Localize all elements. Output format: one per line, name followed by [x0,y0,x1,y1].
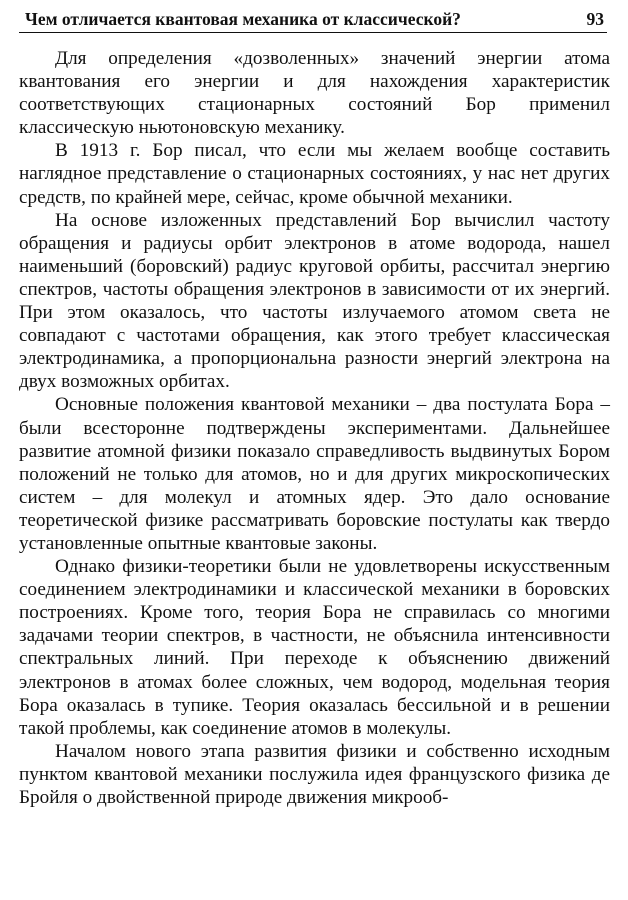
paragraph: Основные положения квантовой механики – два постулата Бора – были всесторонне подтверждены экспериментами. Дальнейшее развитие атомной физики показало справедливость выдвинутых Бором положений не только для атомов, но и для других микроскопических систем – для молекул и атомных ядер. Это дало основание теоретической физике рассматривать боровские постулаты как твердо установленные опытные квантовые законы. [19,394,610,554]
paragraph: Однако физики-теоретики были не удовлетворены искусственным соединением электродинамики и классической механики в боровских построениях. Кроме того, теория Бора не справилась со многими задачами теории спектров, в частности, не объяснила интенсивности спектральных линий. При переходе к объяснению движений электронов в атомах более сложных, чем водород, модельная теория Бора оказалась в тупике. Теория оказалась бессильной и в решении такой проблемы, как соединение атомов в молекулы. [19,556,610,739]
running-title: Чем отличается квантовая механика от классической? [25,9,461,29]
paragraph: На основе изложенных представлений Бор вычислил частоту обращения и радиусы орбит электронов в атоме водорода, нашел наименьший (боровский) радиус круговой орбиты, рассчитал энергию спектров, частоты обращения электронов в зависимости от их энергий. При этом оказалось, что частоты излучаемого атомом света не совпадают с частотами обращения, как этого требует классическая электродинамика, а пропорциональна разности энергий электрона на двух возможных орбитах. [19,209,610,393]
body-text [19,47,610,809]
paragraph: Началом нового этапа развития физики и собственно исходным пунктом квантовой механики послужила идея французского физика де Бройля о двойственной природе движения микрооб- [19,740,610,808]
paragraph: В 1913 г. Бор писал, что если мы желаем вообще составить наглядное представление о стационарных состояниях, у нас нет других средств, по крайней мере, сейчас, кроме обычной механики. [19,140,610,208]
page-number: 93 [586,9,604,29]
running-header [19,6,607,33]
paragraph: Для определения «дозволенных» значений энергии атома квантования его энергии и для нахождения характеристик соответствующих стационарных состояний Бор применил классическую ньютоновскую механику. [19,48,610,139]
